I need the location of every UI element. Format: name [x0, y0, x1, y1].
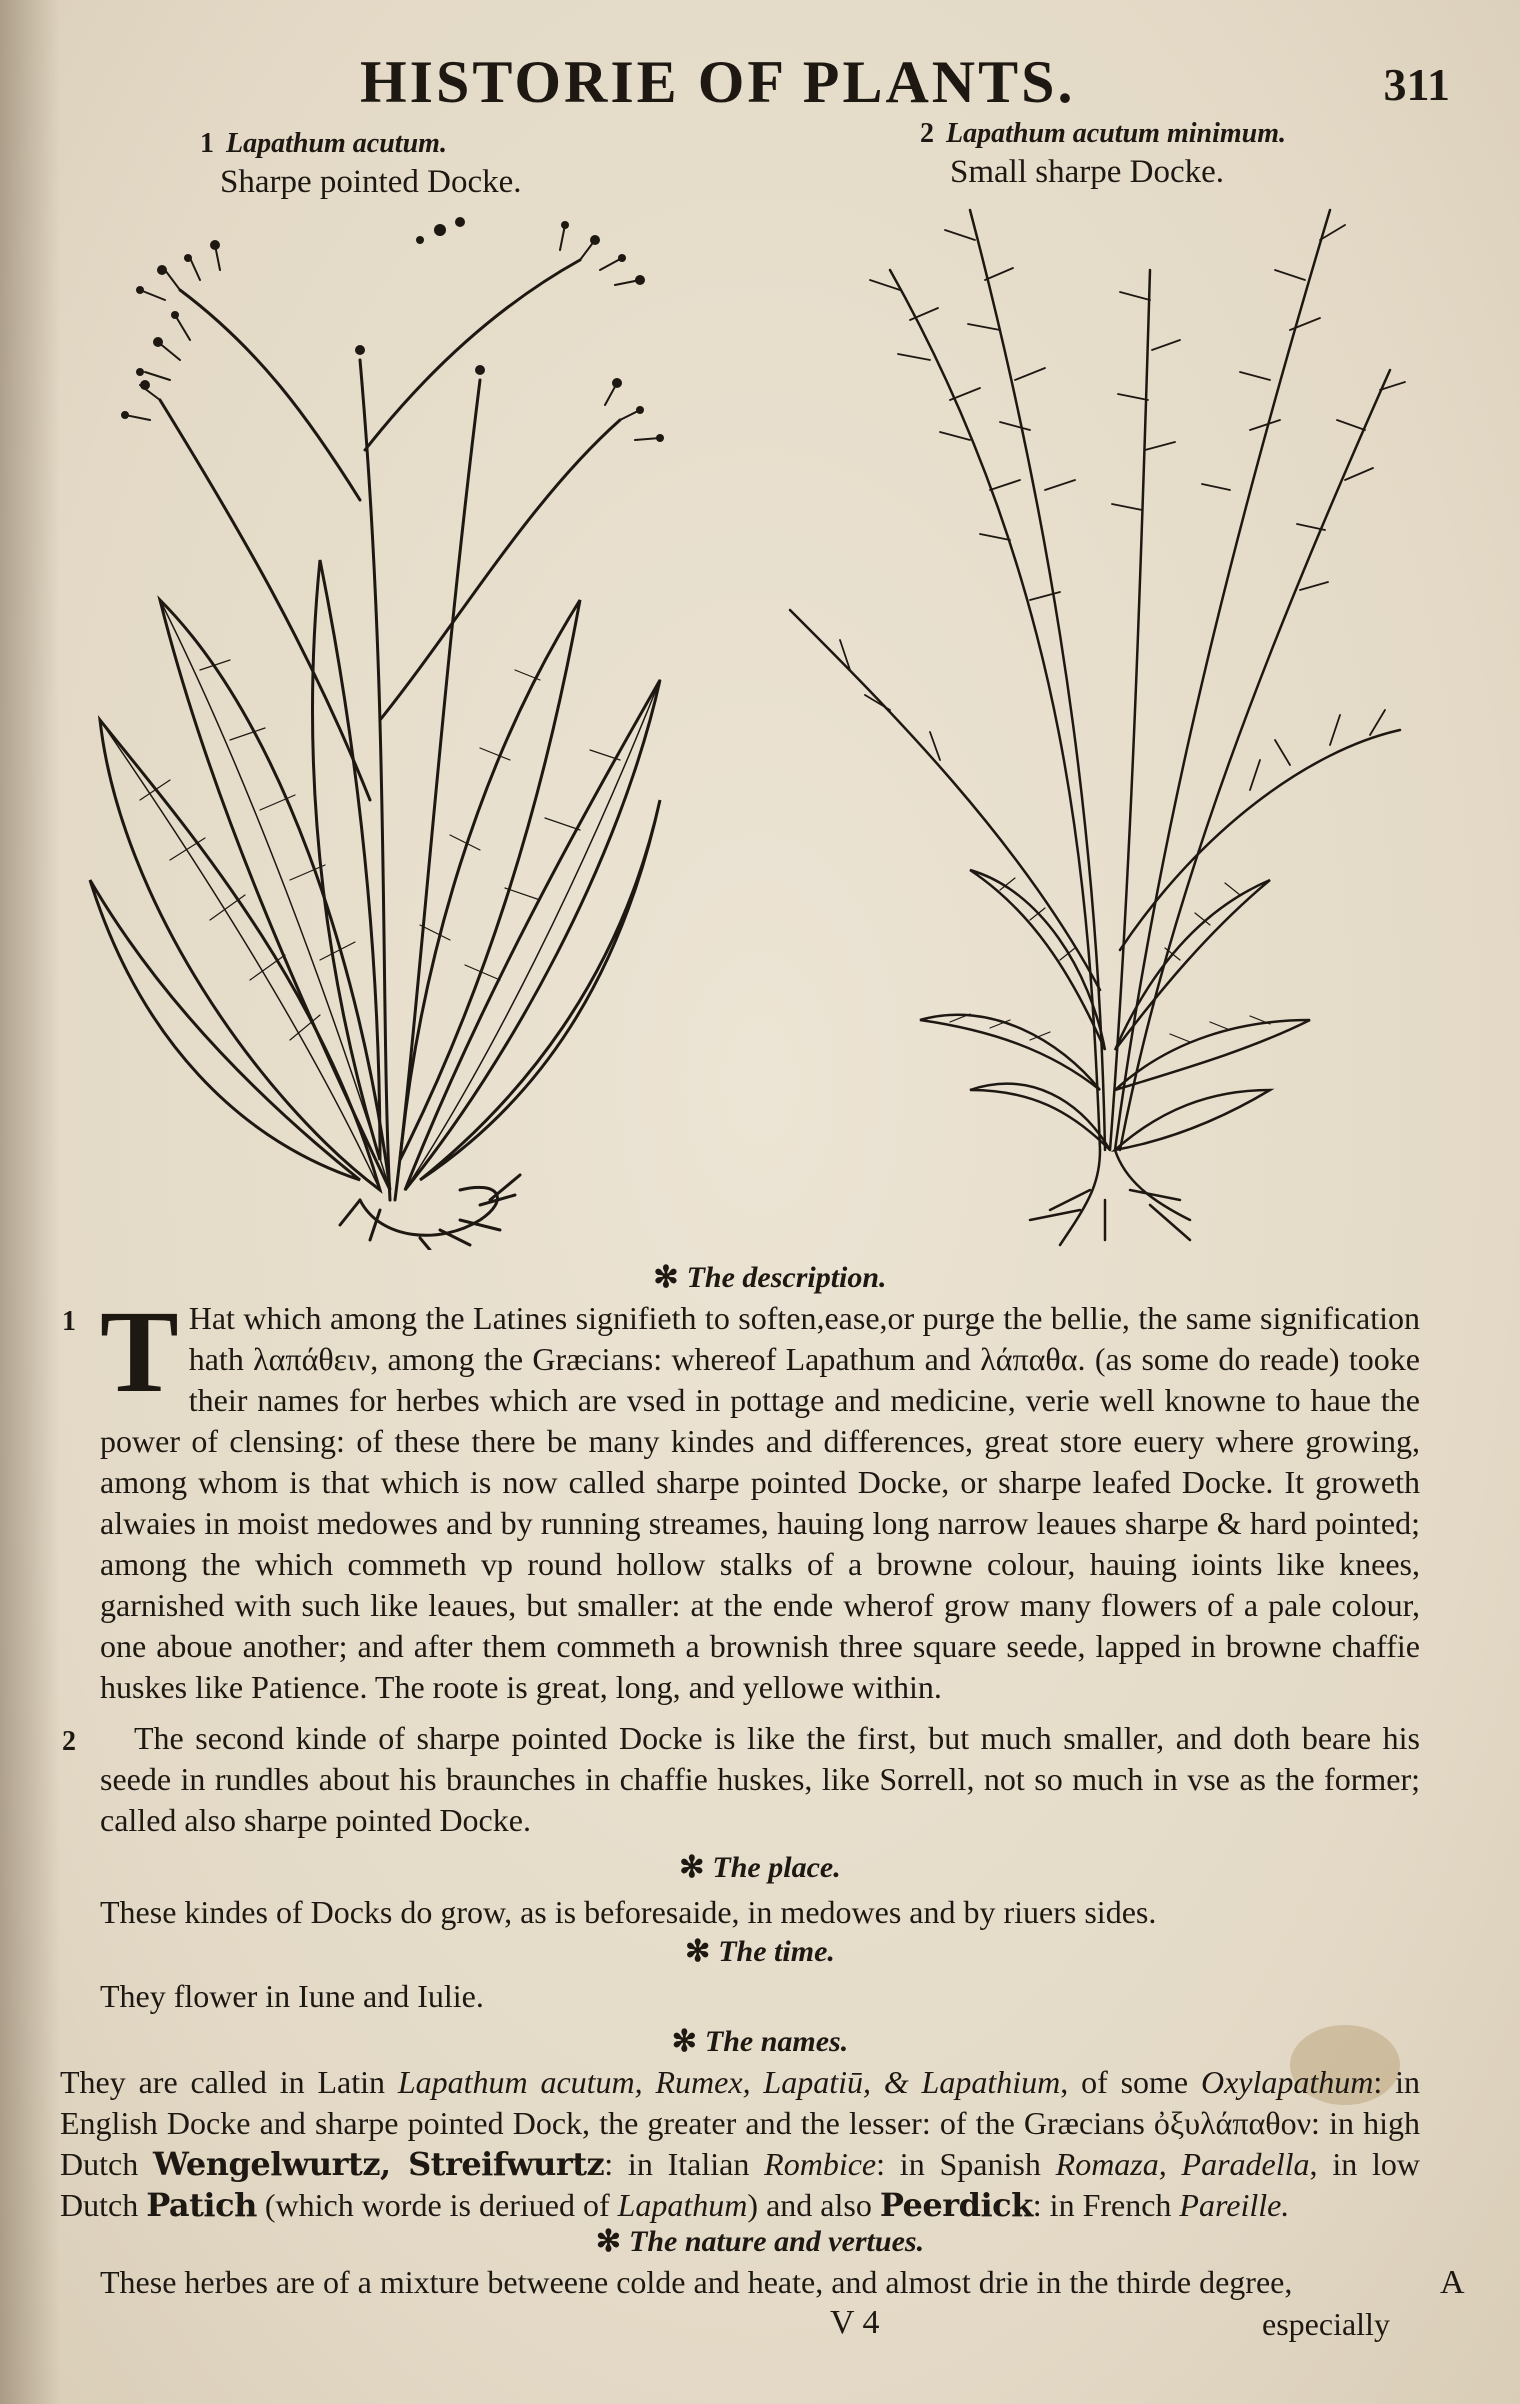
names-text-part: : in Italian [604, 2146, 765, 2182]
names-french: Pareille. [1179, 2187, 1290, 2223]
figure-1-number: 1 [200, 128, 214, 159]
figure-1-caption [200, 128, 522, 201]
figure-2-english: Small sharpe Docke. [950, 154, 1225, 190]
names-dutch-1: Wengelwurtz, Streifwurtz [153, 2145, 605, 2183]
names-text-part: (which worde is deriued of [256, 2187, 618, 2223]
figure-2-woodcut [770, 190, 1410, 1250]
names-text-part: , of some [1060, 2064, 1201, 2100]
figure-1-english: Sharpe pointed Docke. [220, 164, 522, 200]
names-latin-2: Oxylapathum [1200, 2064, 1374, 2100]
names-italian: Rombice [764, 2146, 877, 2182]
names-text-part: : in Spanish [876, 2146, 1056, 2182]
place-heading: ✻ The place. [679, 1851, 841, 1884]
running-title: HISTORIE OF PLANTS. [360, 49, 1076, 115]
paragraph-1-number: 1 [62, 1306, 76, 1337]
names-text-part: They are called in Latin [60, 2064, 398, 2100]
names-text-part: : in French [1032, 2187, 1180, 2223]
description-paragraph-1 [100, 1286, 1420, 1708]
place-text: These kindes of Docks do grow, as is beforesaide, in medowes and by riuers sides. [100, 1894, 1157, 1930]
nature-heading-text: The nature and vertues. [629, 2225, 925, 2258]
figure-2-caption [920, 118, 1286, 191]
names-dutch-2: Patich [146, 2186, 257, 2224]
names-latin-1: Lapathum acutum, Rumex, Lapatiū, & Lapathium [397, 2064, 1061, 2100]
names-heading: ✻ The names. [671, 2025, 849, 2058]
place-heading-text: The place. [712, 1851, 841, 1884]
description-heading-text: The description. [686, 1261, 887, 1294]
description-heading: ✻ The description. [653, 1261, 887, 1294]
gutter-shadow [0, 0, 60, 2404]
names-text-part: : in English Docke and sharpe pointed Dock, the greater and the lesser: of the Græcians ὀξυλάπαθον: in high Dutch [60, 2064, 1421, 2182]
names-heading-text: The names. [704, 2025, 849, 2058]
description-paragraph-2: The second kinde of sharpe pointed Docke is like the first, but much smaller, and doth beare his seede in rundles about his braunches in chaffie huskes, like Sorrell, not so much in vse as the former; called also sharpe pointed Docke. [100, 1720, 1420, 1838]
paragraph-2-number: 2 [62, 1726, 76, 1757]
names-text-part: ) and also [747, 2187, 880, 2223]
figure-1-latin: Lapathum acutum. [226, 128, 447, 159]
nature-heading: ✻ The nature and vertues. [595, 2225, 925, 2258]
catchword: especially [1262, 2306, 1390, 2342]
figure-2-number: 2 [920, 118, 934, 149]
names-text-part: , in low Dutch [60, 2146, 1421, 2223]
drop-cap: T [100, 1286, 179, 1417]
names-text [60, 2062, 1420, 2226]
page-number: 311 [1383, 59, 1450, 110]
figure-1-woodcut [60, 200, 700, 1250]
nature-text: These herbes are of a mixture betweene colde and heate, and almost drie in the thirde degree, [100, 2264, 1293, 2300]
names-latin-3: Lapathum [617, 2187, 748, 2223]
time-text: They flower in Iune and Iulie. [100, 1978, 484, 2014]
signature-mark: V 4 [830, 2304, 880, 2341]
time-heading: ✻ The time. [685, 1935, 835, 1968]
names-dutch-3: Peerdick [879, 2186, 1033, 2224]
time-heading-text: The time. [718, 1935, 835, 1968]
figure-2-latin: Lapathum acutum minimum. [946, 118, 1286, 149]
margin-letter-a: A [1440, 2264, 1465, 2301]
description-paragraph-1-text: Hat which among the Latines signifieth to soften,ease,or purge the bellie, the same signification hath λαπάθειν, among the Græcians: whereof Lapathum and λάπαθα. (as some do reade) tooke their names for herbes which are vsed in pottage and medicine, verie well knowne to haue the power of clensing: of these there be many kindes and differences, great store euery where growing, among whom is that which is now called sharpe pointed Docke, or sharpe leafed Docke. It groweth alwaies in moist medowes and by running streames, hauing long narrow leaues sharpe & hard pointed; among the which commeth vp round hollow stalks of a browne colour, hauing ioints like knees, garnished with such like leaues, but smaller: at the ende wherof grow many flowers of a pale colour, one aboue another; and after them commeth a brownish three square seede, lapped in browne chaffie huskes like Patience. The roote is great, long, and yellowe within. [100, 1300, 1420, 1705]
names-spanish: Romaza, Paradella [1055, 2146, 1310, 2182]
